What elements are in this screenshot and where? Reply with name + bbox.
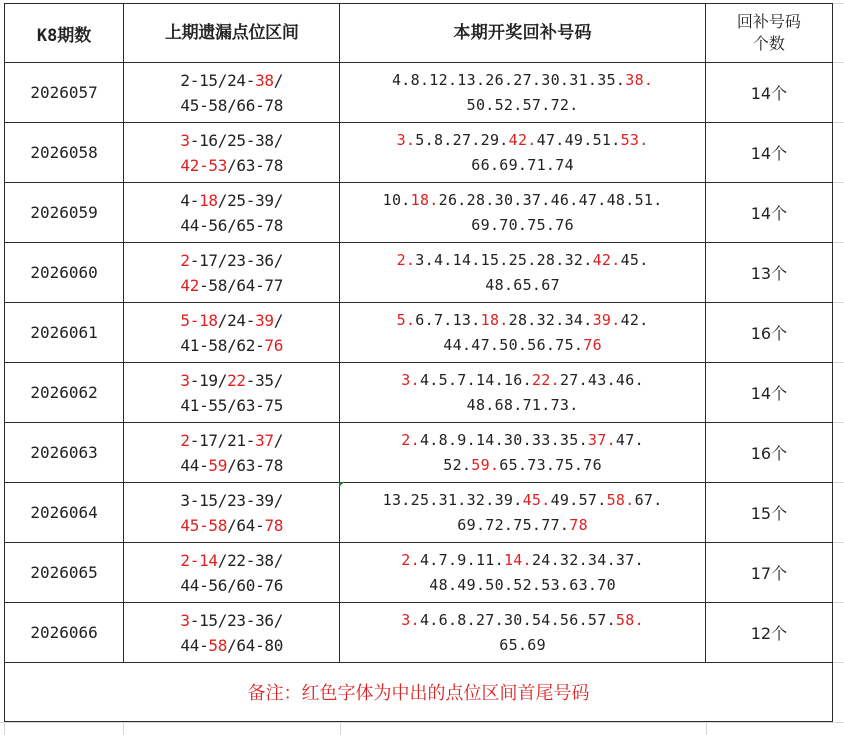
header-period-label: K8期数 xyxy=(36,25,92,46)
header-numbers[interactable] xyxy=(340,4,705,63)
text-segment: 66.69.71.74 xyxy=(471,155,574,174)
highlight-segment: 42. xyxy=(592,250,621,269)
cell-numbers-line xyxy=(340,368,704,393)
cell-intervals[interactable] xyxy=(124,363,340,423)
cell-selection-marker xyxy=(339,482,344,487)
cell-intervals[interactable] xyxy=(124,183,340,243)
table-row xyxy=(5,483,833,543)
cell-numbers-line xyxy=(340,393,704,418)
text-segment: 41-58/62- xyxy=(180,335,265,355)
cell-period[interactable] xyxy=(5,423,124,483)
cell-numbers-line xyxy=(340,428,704,453)
cell-count[interactable] xyxy=(705,303,832,363)
table-row xyxy=(5,543,833,603)
highlight-segment: 42-53 xyxy=(180,155,228,175)
cell-intervals[interactable] xyxy=(124,423,340,483)
highlight-segment: 3 xyxy=(180,370,190,390)
text-segment: 41-55/63-75 xyxy=(180,395,284,415)
cell-numbers[interactable] xyxy=(340,183,705,243)
cell-intervals-line xyxy=(124,188,339,213)
header-count[interactable] xyxy=(705,4,832,63)
cell-intervals[interactable] xyxy=(124,63,340,123)
text-segment: 44- xyxy=(180,455,209,475)
text-segment: 4.8.12.13.26.27.30.31.35. xyxy=(391,70,626,89)
cell-count[interactable] xyxy=(705,483,832,543)
highlight-segment: 3. xyxy=(401,370,420,389)
text-segment: -17/21- xyxy=(189,430,256,450)
text-segment: -19/ xyxy=(189,370,228,390)
header-numbers-label: 本期开奖回补号码 xyxy=(453,22,592,43)
cell-intervals[interactable] xyxy=(124,543,340,603)
text-segment: -58/64-77 xyxy=(199,275,284,295)
cell-intervals-line xyxy=(124,608,339,633)
cell-intervals-line xyxy=(124,573,339,598)
highlight-segment: 5-18 xyxy=(180,310,218,330)
count-text: 16个 xyxy=(750,324,788,343)
highlight-segment: 38. xyxy=(625,70,654,89)
sheet-bottom-gridlines xyxy=(0,722,844,735)
period-text: 2026062 xyxy=(30,383,98,402)
gridline xyxy=(833,182,844,183)
cell-numbers-line xyxy=(340,633,704,658)
highlight-segment: 78 xyxy=(264,515,284,535)
text-segment: /25-39/ xyxy=(217,190,284,210)
note-cell[interactable] xyxy=(5,663,833,722)
cell-intervals-line xyxy=(124,428,339,453)
gridline xyxy=(833,362,844,363)
cell-period[interactable] xyxy=(5,243,124,303)
text-segment: 27.43.46. xyxy=(559,370,644,389)
highlight-segment: 59. xyxy=(471,455,500,474)
cell-numbers-line xyxy=(340,308,704,333)
header-intervals-label: 上期遗漏点位区间 xyxy=(164,22,299,43)
table-row xyxy=(5,63,833,123)
highlight-segment: 45-58 xyxy=(180,515,228,535)
header-count-line2: 个数 xyxy=(752,34,785,53)
period-text: 2026063 xyxy=(30,443,98,462)
cell-count[interactable] xyxy=(705,243,832,303)
cell-numbers-line xyxy=(340,188,704,213)
text-segment: 4.7.9.11. xyxy=(419,550,504,569)
gridline xyxy=(706,723,707,735)
cell-intervals-line xyxy=(124,273,339,298)
highlight-segment: 3 xyxy=(180,130,190,150)
text-segment: -35/ xyxy=(245,370,284,390)
text-segment: /64- xyxy=(227,515,265,535)
highlight-segment: 37. xyxy=(587,430,616,449)
period-text: 2026057 xyxy=(30,83,98,102)
cell-period[interactable] xyxy=(5,363,124,423)
text-segment: 2-15/24- xyxy=(180,70,256,90)
period-text: 2026059 xyxy=(30,203,98,222)
highlight-segment: 53. xyxy=(620,130,649,149)
highlight-segment: 3. xyxy=(401,610,420,629)
cell-intervals-line xyxy=(124,128,339,153)
text-segment: /63-78 xyxy=(227,155,284,175)
highlight-segment: 2 xyxy=(180,250,190,270)
cell-intervals-line xyxy=(124,308,339,333)
sheet-right-gridlines xyxy=(833,0,844,735)
gridline xyxy=(123,723,124,735)
cell-numbers-line xyxy=(340,573,704,598)
gridline xyxy=(833,122,844,123)
cell-period[interactable] xyxy=(5,183,124,243)
table-row xyxy=(5,423,833,483)
highlight-segment: 3 xyxy=(180,610,190,630)
text-segment: 4.6.8.27.30.54.56.57. xyxy=(419,610,616,629)
cell-count[interactable] xyxy=(705,123,832,183)
cell-intervals-line xyxy=(124,393,339,418)
text-segment: 67. xyxy=(634,490,663,509)
text-segment: 13.25.31.32.39. xyxy=(382,490,523,509)
highlight-segment: 76 xyxy=(583,335,602,354)
cell-numbers-line xyxy=(340,453,704,478)
text-segment: 45. xyxy=(620,250,649,269)
text-segment: / xyxy=(273,430,284,450)
text-segment: 24.32.34.37. xyxy=(531,550,644,569)
cell-numbers-line xyxy=(340,513,704,538)
text-segment: 48.49.50.52.53.63.70 xyxy=(429,575,616,594)
header-count-line1: 回补号码 xyxy=(736,12,801,31)
cell-numbers-line xyxy=(340,548,704,573)
text-segment: 69.72.75.77. xyxy=(457,515,570,534)
highlight-segment: 3. xyxy=(396,130,416,149)
highlight-segment: 42. xyxy=(508,130,537,149)
cell-count[interactable] xyxy=(705,543,832,603)
text-segment: 65.73.75.76 xyxy=(499,455,602,474)
cell-numbers-line xyxy=(340,488,704,513)
text-segment: /22-38/ xyxy=(217,550,284,570)
highlight-segment: 2. xyxy=(401,430,420,449)
lottery-table xyxy=(4,3,833,722)
cell-numbers[interactable] xyxy=(340,63,705,123)
text-segment: 44-56/60-76 xyxy=(180,575,284,595)
cell-intervals-line xyxy=(124,153,339,178)
text-segment: 6.7.13. xyxy=(415,310,481,329)
highlight-segment: 58. xyxy=(606,490,635,509)
text-segment: / xyxy=(273,310,284,330)
text-segment: 4.8.9.14.30.33.35. xyxy=(419,430,588,449)
text-segment: -16/25-38/ xyxy=(189,130,284,150)
text-segment: /64-80 xyxy=(227,635,284,655)
period-text: 2026060 xyxy=(30,263,98,282)
table-row xyxy=(5,363,833,423)
cell-numbers[interactable] xyxy=(340,483,705,543)
table-row xyxy=(5,183,833,243)
text-segment: 4- xyxy=(180,190,200,210)
cell-numbers[interactable] xyxy=(340,303,705,363)
gridline xyxy=(833,3,844,4)
cell-intervals[interactable] xyxy=(124,243,340,303)
cell-period[interactable] xyxy=(5,603,124,663)
gridline xyxy=(4,723,5,735)
count-text: 12个 xyxy=(750,624,788,643)
highlight-segment: 18. xyxy=(480,310,509,329)
text-segment: 52. xyxy=(443,455,472,474)
cell-numbers-line xyxy=(340,333,704,358)
cell-numbers-line xyxy=(340,213,704,238)
text-segment: 48.65.67 xyxy=(485,275,560,294)
gridline xyxy=(833,302,844,303)
gridline xyxy=(833,62,844,63)
text-segment: /24- xyxy=(217,310,256,330)
cell-intervals-line xyxy=(124,488,339,513)
highlight-segment: 2 xyxy=(180,430,190,450)
text-segment: 48.68.71.73. xyxy=(466,395,579,414)
text-segment: / xyxy=(273,70,284,90)
cell-intervals-line xyxy=(124,368,339,393)
cell-numbers-line xyxy=(340,128,704,153)
gridline xyxy=(833,482,844,483)
cell-count[interactable] xyxy=(705,363,832,423)
gridline xyxy=(340,723,341,735)
highlight-segment: 22 xyxy=(227,370,246,390)
gridline xyxy=(833,662,844,663)
gridline xyxy=(833,422,844,423)
cell-intervals[interactable] xyxy=(124,483,340,543)
cell-intervals[interactable] xyxy=(124,123,340,183)
cell-period[interactable] xyxy=(5,543,124,603)
highlight-segment: 37 xyxy=(255,430,274,450)
header-intervals[interactable] xyxy=(124,4,340,63)
cell-intervals-line xyxy=(124,93,339,118)
text-segment: 28.32.34. xyxy=(508,310,593,329)
note-text: 备注：红色字体为中出的点位区间首尾号码 xyxy=(247,683,590,704)
cell-intervals-line xyxy=(124,68,339,93)
cell-period[interactable] xyxy=(5,63,124,123)
highlight-segment: 5. xyxy=(396,310,416,329)
text-segment: 10. xyxy=(382,190,411,209)
highlight-segment: 18. xyxy=(410,190,439,209)
cell-intervals-line xyxy=(124,513,339,538)
cell-count[interactable] xyxy=(705,63,832,123)
text-segment: -15/23-36/ xyxy=(189,610,284,630)
count-text: 14个 xyxy=(750,384,788,403)
count-text: 14个 xyxy=(750,144,788,163)
highlight-segment: 14. xyxy=(503,550,532,569)
period-text: 2026058 xyxy=(30,143,98,162)
count-text: 13个 xyxy=(750,264,788,283)
cell-numbers[interactable] xyxy=(340,123,705,183)
cell-intervals-line xyxy=(124,248,339,273)
highlight-segment: 22. xyxy=(531,370,560,389)
table-row xyxy=(5,603,833,663)
text-segment: 42. xyxy=(620,310,649,329)
text-segment: /63-78 xyxy=(227,455,284,475)
cell-period[interactable] xyxy=(5,123,124,183)
cell-intervals[interactable] xyxy=(124,303,340,363)
text-segment: 5.8.27.29. xyxy=(415,130,509,149)
cell-count[interactable] xyxy=(705,603,832,663)
cell-count[interactable] xyxy=(705,423,832,483)
count-text: 15个 xyxy=(750,504,788,523)
cell-numbers-line xyxy=(340,248,704,273)
cell-intervals-line xyxy=(124,213,339,238)
cell-numbers-line xyxy=(340,273,704,298)
cell-numbers-line xyxy=(340,93,704,118)
highlight-segment: 2. xyxy=(401,550,420,569)
period-text: 2026065 xyxy=(30,563,98,582)
highlight-segment: 58 xyxy=(208,635,228,655)
cell-count[interactable] xyxy=(705,183,832,243)
cell-intervals-line xyxy=(124,453,339,478)
cell-numbers[interactable] xyxy=(340,363,705,423)
text-segment: 26.28.30.37.46.47.48.51. xyxy=(438,190,663,209)
cell-numbers[interactable] xyxy=(340,423,705,483)
period-text: 2026061 xyxy=(30,323,98,342)
header-row xyxy=(5,4,833,63)
text-segment: 44.47.50.56.75. xyxy=(443,335,584,354)
cell-period[interactable] xyxy=(5,483,124,543)
text-segment: 49.57. xyxy=(550,490,607,509)
text-segment: 50.52.57.72. xyxy=(466,95,579,114)
count-text: 16个 xyxy=(750,444,788,463)
highlight-segment: 2. xyxy=(396,250,416,269)
cell-intervals-line xyxy=(124,333,339,358)
count-text: 17个 xyxy=(750,564,788,583)
cell-numbers-line xyxy=(340,68,704,93)
highlight-segment: 42 xyxy=(180,275,200,295)
gridline xyxy=(833,602,844,603)
highlight-segment: 78 xyxy=(569,515,588,534)
highlight-segment: 76 xyxy=(264,335,284,355)
text-segment: 47. xyxy=(615,430,644,449)
text-segment: 4.5.7.14.16. xyxy=(419,370,532,389)
text-segment: 3-15/23-39/ xyxy=(180,490,284,510)
note-row xyxy=(5,663,833,722)
count-text: 14个 xyxy=(750,204,788,223)
gridline xyxy=(833,542,844,543)
text-segment: 65.69 xyxy=(499,635,546,654)
highlight-segment: 39. xyxy=(592,310,621,329)
cell-numbers[interactable] xyxy=(340,243,705,303)
cell-intervals[interactable] xyxy=(124,603,340,663)
highlight-segment: 2-14 xyxy=(180,550,218,570)
gridline xyxy=(833,242,844,243)
header-period[interactable] xyxy=(5,4,124,63)
table-body xyxy=(5,63,833,663)
cell-numbers[interactable] xyxy=(340,603,705,663)
table-row xyxy=(5,243,833,303)
cell-intervals-line xyxy=(124,548,339,573)
cell-numbers-line xyxy=(340,608,704,633)
text-segment: 47.49.51. xyxy=(536,130,621,149)
count-text: 14个 xyxy=(750,84,788,103)
highlight-segment: 38 xyxy=(255,70,274,90)
cell-intervals-line xyxy=(124,633,339,658)
cell-numbers-line xyxy=(340,153,704,178)
period-text: 2026064 xyxy=(30,503,98,522)
text-segment: -17/23-36/ xyxy=(189,250,284,270)
highlight-segment: 18 xyxy=(199,190,218,210)
highlight-segment: 59 xyxy=(208,455,228,475)
table-row xyxy=(5,303,833,363)
text-segment: 69.70.75.76 xyxy=(471,215,574,234)
cell-period[interactable] xyxy=(5,303,124,363)
text-segment: 45-58/66-78 xyxy=(180,95,284,115)
text-segment: 44-56/65-78 xyxy=(180,215,284,235)
text-segment: 44- xyxy=(180,635,209,655)
text-segment: 3.4.14.15.25.28.32. xyxy=(415,250,593,269)
highlight-segment: 45. xyxy=(522,490,551,509)
table-row xyxy=(5,123,833,183)
highlight-segment: 58. xyxy=(615,610,644,629)
period-text: 2026066 xyxy=(30,623,98,642)
highlight-segment: 39 xyxy=(255,310,274,330)
cell-numbers[interactable] xyxy=(340,543,705,603)
